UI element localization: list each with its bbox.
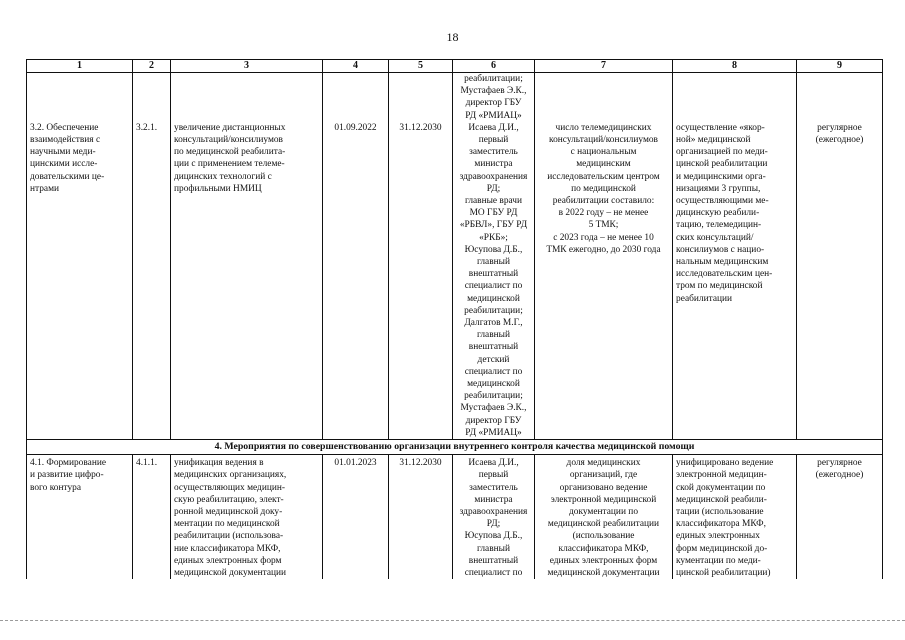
cell-text-line: РД; <box>486 519 501 530</box>
column-number: 5 <box>389 60 453 73</box>
cell-text-line: дицинскую реабили- <box>676 208 760 219</box>
responsible-cell <box>453 455 535 580</box>
cell-text-line: здравоохранения <box>459 171 528 182</box>
cell-text-line: ние классификатора МКФ, <box>174 543 281 554</box>
cell-text-line: заместитель <box>469 147 518 158</box>
cell-text-line: министра <box>474 494 513 505</box>
indicator-cell <box>535 122 673 440</box>
cell-text-line: унифицировано ведение <box>676 458 774 469</box>
cell-text-line: внештатный <box>468 269 519 280</box>
cell-text-line: директор ГБУ <box>465 98 522 109</box>
task-cell <box>27 122 133 440</box>
cell-text-line: взаимодействия с <box>30 135 101 146</box>
cell-text-line: форм медицинской до- <box>676 543 768 554</box>
cell-text-line: кументации по меди- <box>676 555 761 566</box>
responsible-cell <box>453 122 535 440</box>
cell-text-line: профильными НМИЦ <box>174 183 262 194</box>
measure-cell <box>171 455 323 580</box>
cell-text-line: с национальным <box>570 147 637 158</box>
column-number: 3 <box>171 60 323 73</box>
cell-text-line: цинскими иссле- <box>30 159 98 170</box>
cell-text-line: нтрами <box>30 183 60 194</box>
table-row <box>27 455 883 580</box>
cell-text-line: довательскими це- <box>30 171 105 182</box>
cell-text-line: медицинской <box>467 379 520 390</box>
cell-text-line: унификация ведения в <box>174 458 264 469</box>
cell-text-line: специалист по <box>464 366 523 377</box>
cell-text-line: ских консультаций/ <box>676 232 754 243</box>
frequency-cell <box>797 455 883 580</box>
cell-text-line: регулярное <box>817 122 862 133</box>
cell-text-line: осуществление «якор- <box>676 122 765 133</box>
cell-text-line: министра <box>474 159 513 170</box>
cell-text-line: регулярное <box>817 458 862 469</box>
column-number: 2 <box>133 60 171 73</box>
cell-text-line: нальным медицинским <box>676 257 769 268</box>
cell-text-line: тацию, телемедицин- <box>676 220 762 231</box>
cell-text-line: «РБВЛ», ГБУ РД <box>459 220 528 231</box>
cell-text-line: медицинских организациях, <box>174 470 287 481</box>
cell-text-line: по медицинской <box>571 183 636 194</box>
cell-text-line: медицинской реабили- <box>676 494 767 505</box>
cell-text-line: 5 ТМК; <box>588 220 619 231</box>
cell-text-line: первый <box>478 135 509 146</box>
cell-text-line: реабилитации (использова- <box>174 531 284 542</box>
cell-text-line: детский <box>477 354 510 365</box>
cell-text-line: тации (использование <box>676 506 764 517</box>
cell-text-line: исследовательским цен- <box>676 269 773 280</box>
table-row <box>27 122 883 440</box>
result-cell <box>673 455 797 580</box>
page-bottom-rule <box>0 620 905 621</box>
cell-text-line: МО ГБУ РД <box>469 208 518 219</box>
cell-text-line: специалист по <box>464 281 523 292</box>
cell-text-line: единых электронных форм <box>549 555 658 566</box>
cell-text-line: специалист по <box>464 567 523 578</box>
result-cell <box>673 122 797 440</box>
cell-text-line: медицинской документации <box>174 567 287 578</box>
cell-text-line: Юсупова Д.Б., <box>464 531 523 542</box>
cell-text-line: электронной медицинской <box>550 494 657 505</box>
column-number: 1 <box>27 60 133 73</box>
cell-text-line: реабилитации составило: <box>552 196 655 207</box>
item-number-cell: 3.2.1. <box>133 122 171 440</box>
cell-text-line: РД «РМИАЦ» <box>465 110 522 121</box>
cell-text-line: РД; <box>486 183 501 194</box>
cell-text-line: консультаций/консилиумов <box>174 135 283 146</box>
cell-text-line: реабилитации; <box>464 305 523 316</box>
cell-text-line: консилиумов с нацио- <box>676 244 765 255</box>
column-number: 6 <box>453 60 535 73</box>
cell-text-line: электронной медицин- <box>676 470 767 481</box>
column-number: 8 <box>673 60 797 73</box>
cell-text-line: главный <box>477 257 510 268</box>
measures-table <box>26 59 883 579</box>
cell-text-line: число телемедицинских <box>555 122 652 133</box>
column-number: 9 <box>797 60 883 73</box>
cell-text-line: по медицинской реабилита- <box>174 147 286 158</box>
cell-text-line: заместитель <box>469 482 518 493</box>
cell-text-line: «РКБ»; <box>479 232 508 243</box>
item-number-cell: 4.1.1. <box>133 455 171 580</box>
cell-text-line: первый <box>478 470 509 481</box>
cell-text-line: научными меди- <box>30 147 96 158</box>
cell-text-line: главный <box>477 330 510 341</box>
cell-text-line: (ежегодное) <box>815 135 864 146</box>
cell-text-line: осуществляющих медицин- <box>174 482 286 493</box>
cell-text-line: Исаева Д.И., <box>468 122 519 133</box>
table-row-continuation <box>27 73 883 122</box>
cell-text-line: исследовательским центром <box>547 171 660 182</box>
cell-text-line: внештатный <box>468 342 519 353</box>
cell-text-line: медицинской документации <box>547 567 660 578</box>
cell-text-line: ТМК ежегодно, до 2030 года <box>546 244 661 255</box>
cell-text-line: единых электронных форм <box>174 555 282 566</box>
cell-text-line: Мустафаев Э.К., <box>460 86 527 97</box>
cell-text-line: цинской реабилитации <box>676 159 768 170</box>
measure-cell <box>171 122 323 440</box>
cell-text-line: низациями 3 группы, <box>676 183 761 194</box>
indicator-cell <box>535 455 673 580</box>
start-date-cell: 01.01.2023 <box>323 455 389 580</box>
cell-text-line: (ежегодное) <box>815 470 864 481</box>
cell-text-line: внештатный <box>468 555 519 566</box>
column-number-row <box>27 60 883 73</box>
cell-text-line: Юсупова Д.Б., <box>464 244 523 255</box>
cell-text-line: здравоохранения <box>459 506 528 517</box>
column-number: 7 <box>535 60 673 73</box>
cell-text-line: тром по медицинской <box>676 281 763 292</box>
cell-text-line: реабилитации <box>676 293 733 304</box>
cell-text-line: ской документации по <box>676 482 766 493</box>
cell-text-line: ции с применением телеме- <box>174 159 285 170</box>
cell-text-line: классификатора МКФ, <box>558 543 649 554</box>
cell-text-line: Исаева Д.И., <box>468 458 519 469</box>
responsible-cell <box>453 73 535 122</box>
cell-text-line: с 2023 года – не менее 10 <box>553 232 654 243</box>
cell-text-line: реабилитации; <box>464 74 523 84</box>
cell-text-line: 4.1. Формирование <box>30 458 107 469</box>
frequency-cell <box>797 122 883 440</box>
cell-text-line: цинской реабилитации) <box>676 567 771 578</box>
cell-text-line: РД «РМИАЦ» <box>465 427 522 438</box>
cell-text-line: документации по <box>568 506 639 517</box>
cell-text-line: осуществляющими ме- <box>676 196 769 207</box>
start-date-cell: 01.09.2022 <box>323 122 389 440</box>
cell-text-line: скую реабилитацию, элект- <box>174 494 284 505</box>
cell-text-line: вого контура <box>30 482 81 493</box>
section-title: 4. Мероприятия по совершенствованию организации внутреннего контроля качества медицинской помощи <box>27 440 883 455</box>
cell-text-line: ронной медицинской доку- <box>174 506 283 517</box>
cell-text-line: 3.2. Обеспечение <box>30 122 99 133</box>
section-row <box>27 440 883 455</box>
cell-text-line: директор ГБУ <box>465 415 522 426</box>
page-number: 18 <box>446 30 459 44</box>
cell-text-line: (использование <box>572 531 635 542</box>
cell-text-line: организацией по меди- <box>676 147 768 158</box>
end-date-cell: 31.12.2030 <box>389 455 453 580</box>
cell-text-line: ментации по медицинской <box>174 519 280 530</box>
cell-text-line: главные врачи <box>464 196 523 207</box>
cell-text-line: в 2022 году – не менее <box>558 208 649 219</box>
task-cell <box>27 455 133 580</box>
cell-text-line: медицинским <box>576 159 631 170</box>
cell-text-line: реабилитации; <box>464 391 523 402</box>
cell-text-line: и медицинскими орга- <box>676 171 766 182</box>
cell-text-line: единых электронных <box>676 531 760 542</box>
cell-text-line: консультаций/консилиумов <box>549 135 658 146</box>
cell-text-line: Далгатов М.Г., <box>464 318 523 329</box>
cell-text-line: медицинской <box>467 293 520 304</box>
cell-text-line: и развитие цифро- <box>30 470 104 481</box>
cell-text-line: Мустафаев Э.К., <box>460 403 527 414</box>
cell-text-line: ной» медицинской <box>676 135 751 146</box>
cell-text-line: классификатора МКФ, <box>676 519 766 530</box>
cell-text-line: медицинской реабилитации <box>547 519 660 530</box>
end-date-cell: 31.12.2030 <box>389 122 453 440</box>
column-number: 4 <box>323 60 389 73</box>
cell-text-line: организаций, где <box>569 470 638 481</box>
cell-text-line: доля медицинских <box>566 458 641 469</box>
cell-text-line: дицинских технологий с <box>174 171 272 182</box>
cell-text-line: главный <box>477 543 510 554</box>
cell-text-line: увеличение дистанционных <box>174 122 286 133</box>
cell-text-line: организовано ведение <box>559 482 648 493</box>
